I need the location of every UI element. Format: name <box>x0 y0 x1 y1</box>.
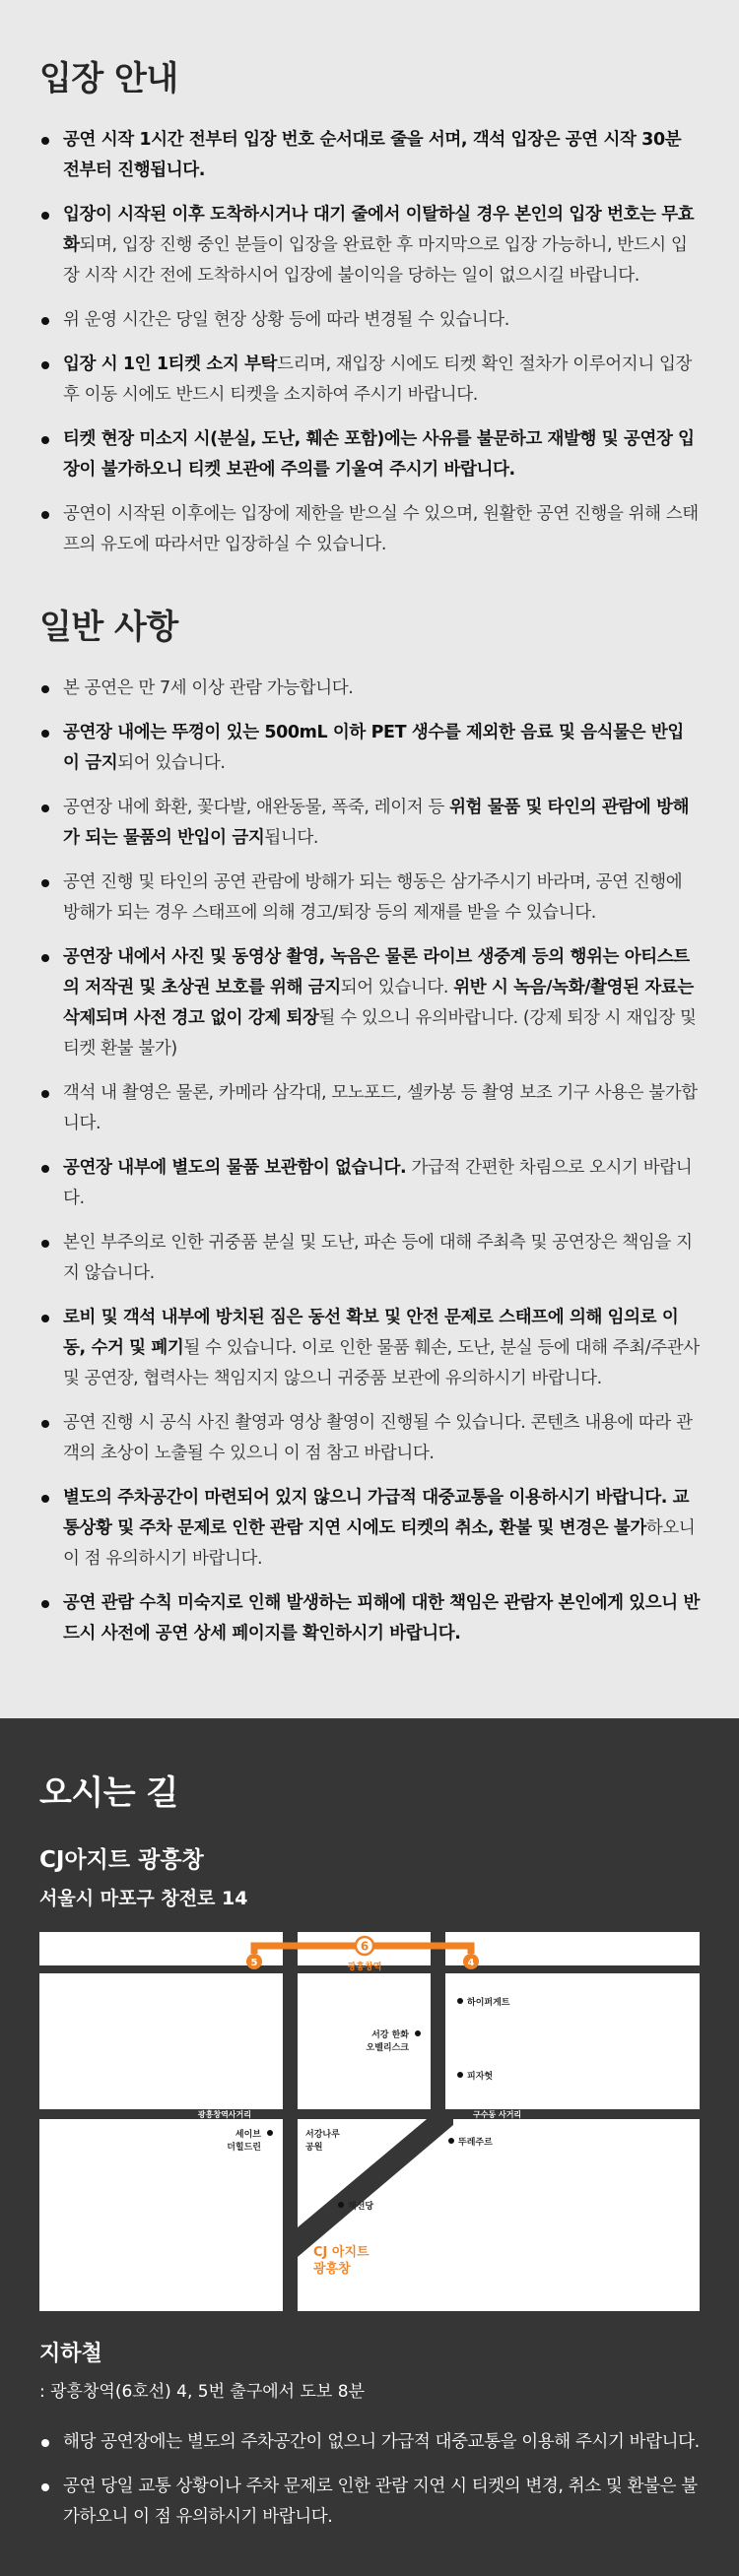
list-item-text: 가급적 간편한 차림으로 오시기 바랍니다. <box>63 1158 693 1208</box>
list-item <box>39 2427 700 2458</box>
map-landmark-chaesundang: 채선당 <box>348 2202 374 2212</box>
venue-name: CJ아지트 광흥창 <box>39 1847 204 1873</box>
map-venue-label-2: 광흥창 <box>313 2262 351 2277</box>
venue-address: 서울시 마포구 창전로 14 <box>39 1888 248 1909</box>
map-block <box>298 2119 700 2311</box>
list-item-text: 됩니다. <box>264 828 319 848</box>
list-item-text: 객석 내 촬영은 물론, 카메라 삼각대, 모노포드, 셀카봉 등 촬영 보조 기구 사용은 불가합니다. <box>63 1083 698 1133</box>
list-item <box>39 942 700 1064</box>
list-item-text: 될 수 있습니다. 이로 인한 물품 훼손, 도난, 분실 등에 대해 주최/주관사 및 공연장, 협력사는 책임지지 않으니 귀중품 보관에 유의하시기 바랍니다. <box>63 1338 700 1388</box>
map-landmark-bakery: 뚜레주르 <box>458 2138 493 2148</box>
map-landmark-pizza: 피자헛 <box>467 2072 494 2082</box>
subway-info: : 광흥창역(6호선) 4, 5번 출구에서 도보 8분 <box>39 2382 365 2402</box>
list-item <box>39 125 700 186</box>
list-item-text: 본인 부주의로 인한 귀중품 분실 및 도난, 파손 등에 대해 주최측 및 공연장은 책임을 지지 않습니다. <box>63 1233 693 1283</box>
list-item-text: 해당 공연장에는 별도의 주차공간이 없으니 가급적 대중교통을 이용해 주시기 바랍니다. <box>63 2432 700 2452</box>
map-block <box>39 1932 283 1965</box>
list-item <box>39 868 700 929</box>
list-item-text: 본 공연은 만 7세 이상 관람 가능합니다. <box>63 678 354 698</box>
map-landmark-dental-2: 더힐드린 <box>227 2143 261 2153</box>
list-item <box>39 1153 700 1214</box>
list-item-text: 공연 진행 시 공식 사진 촬영과 영상 촬영이 진행될 수 있습니다. 콘텐츠 내용에 따라 관객의 초상이 노출될 수 있으니 이 점 참고 바랍니다. <box>63 1413 693 1463</box>
list-item <box>39 1588 700 1649</box>
list-item-emphasis: 공연장 내부에 별도의 물품 보관함이 없습니다. <box>63 1158 407 1178</box>
entry-list <box>39 125 700 560</box>
list-item <box>39 793 700 854</box>
map-landmark-market: 하이퍼게트 <box>467 1998 510 2008</box>
map-landmark-officetel-1: 서강 한화 <box>371 2030 409 2040</box>
list-item <box>39 1228 700 1289</box>
map-station-label: 광흥창역 <box>347 1963 382 1972</box>
list-item <box>39 350 700 411</box>
list-item-text: 공연 진행 및 타인의 공연 관람에 방해가 되는 행동은 삼가주시기 바라며, 공연 진행에 방해가 되는 경우 스태프에 의해 경고/퇴장 등의 제재를 받을 수 있습니다. <box>63 872 683 923</box>
map-intersection-right: 구수동 사거리 <box>473 2110 522 2119</box>
venue-map <box>39 1932 700 2311</box>
list-item-text: 드리며, 재입장 시에도 티켓 확인 절차가 이루어지니 입장 후 이동 시에도 반드시 티켓을 소지하여 주시기 바랍니다. <box>63 354 692 405</box>
list-item-emphasis: 위험 물품 및 타인의 관람에 방해가 되는 물품의 반입이 금지 <box>63 798 690 848</box>
list-item-text: 공연장 내에 화환, 꽃다발, 애완동물, 폭죽, 레이저 등 <box>63 798 450 817</box>
list-item-text: 위 운영 시간은 당일 현장 상황 등에 따라 변경될 수 있습니다. <box>63 310 509 330</box>
map-main-road <box>39 2109 700 2119</box>
map-park-2: 공원 <box>305 2143 323 2153</box>
map-venue-label-1: CJ 아지트 <box>313 2245 370 2260</box>
directions-title: 오시는 길 <box>39 1773 178 1813</box>
list-item-emphasis: 공연 관람 수칙 미숙지로 인해 발생하는 피해에 대한 책임은 관람자 본인에게 있으니 반드시 사전에 공연 상세 페이지를 확인하시기 바랍니다. <box>63 1593 700 1643</box>
list-item-text: 될 수 있으니 유의바랍니다. (강제 퇴장 시 재입장 및 티켓 환불 불가) <box>63 1008 697 1059</box>
list-item-emphasis: 별도의 주차공간이 마련되어 있지 않으니 가급적 대중교통을 이용하시기 바랍니다. 교통상황 및 주차 문제로 인한 관람 지연 시에도 티켓의 취소, 환불 및 변경은 불가 <box>63 1488 690 1538</box>
list-item-emphasis: 공연장 내에는 뚜껑이 있는 500mL 이하 PET 생수를 제외한 음료 및 음식물은 반입이 금지 <box>63 723 684 773</box>
map-intersection-left: 광흥창역사거리 <box>197 2110 251 2119</box>
list-item <box>39 200 700 291</box>
list-item-emphasis: 입장이 시작된 이후 도착하시거나 대기 줄에서 이탈하실 경우 본인의 입장 번호는 무효화 <box>63 205 695 255</box>
general-title: 일반 사항 <box>39 608 178 647</box>
list-item <box>39 718 700 779</box>
list-item-emphasis: 로비 및 객석 내부에 방치된 짐은 동선 확보 및 안전 문제로 스태프에 의해 임의로 이동, 수거 및 폐기 <box>63 1308 679 1358</box>
list-item-emphasis: 공연장 내에서 사진 및 동영상 촬영, 녹음은 물론 라이브 생중계 등의 행위는 아티스트의 저작권 및 초상권 보호를 위해 금지 <box>63 947 690 998</box>
list-item-text: 하오니 이 점 유의하시기 바랍니다. <box>63 1518 696 1569</box>
list-item <box>39 2472 700 2533</box>
list-item-emphasis: 공연 시작 1시간 전부터 입장 번호 순서대로 줄을 서며, 객석 입장은 공연 시작 30분 전부터 진행됩니다. <box>63 130 682 180</box>
map-landmark-dental-1: 세이브 <box>235 2130 261 2140</box>
directions-section <box>0 1718 739 2576</box>
list-item-emphasis: 위반 시 녹음/녹화/촬영된 자료는 삭제되며 사전 경고 없이 강제 퇴장 <box>63 978 694 1028</box>
map-park-1: 서강나루 <box>305 2130 340 2140</box>
map-block <box>445 1973 700 2109</box>
list-item-text: 공연 당일 교통 상황이나 주차 문제로 인한 관람 지연 시 티켓의 변경, 취소 및 환불은 불가하오니 이 점 유의하시기 바랍니다. <box>63 2477 698 2527</box>
list-item-emphasis: 입장 시 1인 1티켓 소지 부탁 <box>63 354 278 374</box>
list-item <box>39 674 700 704</box>
directions-list <box>39 2427 700 2533</box>
list-item-text: 되며, 입장 진행 중인 분들이 입장을 완료한 후 마지막으로 입장 가능하니, 반드시 입장 시작 시간 전에 도착하시어 입장에 불이익을 당하는 일이 없으시길 바랍니다. <box>63 235 688 286</box>
map-station-number: 6 <box>360 1939 370 1954</box>
list-item <box>39 1303 700 1394</box>
list-item <box>39 1483 700 1575</box>
list-item-text: 되어 있습니다. <box>117 753 226 773</box>
map-exit-left: 5 <box>250 1958 258 1968</box>
list-item <box>39 1408 700 1469</box>
list-item <box>39 305 700 336</box>
general-list <box>39 674 700 1649</box>
list-item <box>39 424 700 485</box>
list-item-emphasis: 티켓 현장 미소지 시(분실, 도난, 훼손 포함)에는 사유를 불문하고 재발행 및 공연장 입장이 불가하오니 티켓 보관에 주의를 기울여 주시기 바랍니다. <box>63 429 695 480</box>
list-item <box>39 1078 700 1139</box>
map-block <box>298 1973 431 2109</box>
list-item <box>39 499 700 560</box>
entry-title: 입장 안내 <box>39 59 178 98</box>
subway-title: 지하철 <box>39 2342 102 2366</box>
map-block <box>39 1973 283 2109</box>
map-exit-right: 4 <box>467 1958 475 1968</box>
map-landmark-officetel-2: 오벨리스크 <box>366 2043 409 2053</box>
list-item-text: 되어 있습니다. <box>340 978 454 998</box>
list-item-text: 공연이 시작된 이후에는 입장에 제한을 받으실 수 있으며, 원활한 공연 진행을 위해 스태프의 유도에 따라서만 입장하실 수 있습니다. <box>63 504 699 554</box>
map-block <box>445 1932 700 1965</box>
